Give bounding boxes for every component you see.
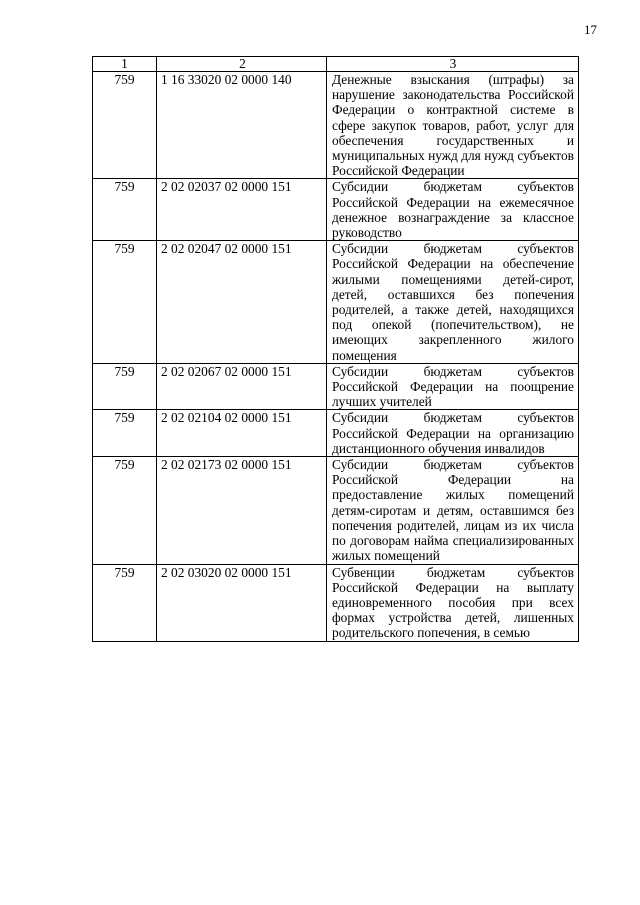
column-header-2: 2 bbox=[157, 57, 327, 72]
admin-code-cell: 759 bbox=[93, 179, 157, 241]
revenue-name-cell: Субсидии бюджетам субъектов Российской Федерации на ежемесячное денежное вознаграждение за классное руководство bbox=[327, 179, 579, 241]
admin-code-cell: 759 bbox=[93, 72, 157, 179]
admin-code-cell: 759 bbox=[93, 363, 157, 410]
revenue-name-cell: Субсидии бюджетам субъектов Российской Федерации на поощрение лучших учителей bbox=[327, 363, 579, 410]
page-number: 17 bbox=[584, 22, 597, 37]
revenue-code-cell: 2 02 02047 02 0000 151 bbox=[157, 241, 327, 364]
table-row bbox=[93, 72, 579, 179]
table-header-row bbox=[93, 57, 579, 72]
admin-code-cell: 759 bbox=[93, 241, 157, 364]
revenue-codes-table bbox=[92, 56, 579, 642]
revenue-name-cell: Субсидии бюджетам субъектов Российской Федерации на организацию дистанционного обучения инвалидов bbox=[327, 410, 579, 457]
table-row bbox=[93, 457, 579, 564]
revenue-code-cell: 2 02 03020 02 0000 151 bbox=[157, 564, 327, 641]
revenue-code-cell: 2 02 02037 02 0000 151 bbox=[157, 179, 327, 241]
table-row bbox=[93, 179, 579, 241]
table-row bbox=[93, 241, 579, 364]
admin-code-cell: 759 bbox=[93, 457, 157, 564]
column-header-1: 1 bbox=[93, 57, 157, 72]
revenue-code-cell: 2 02 02104 02 0000 151 bbox=[157, 410, 327, 457]
revenue-name-cell: Субсидии бюджетам субъектов Российской Федерации на предоставление жилых помещений детям-сиротам и детям, оставшимся без попечения родителей, лицам из их числа по договорам найма специализированных жилых помещений bbox=[327, 457, 579, 564]
table-row bbox=[93, 564, 579, 641]
revenue-name-cell: Денежные взыскания (штрафы) за нарушение законодательства Российской Федерации о контрактной системе в сфере закупок товаров, работ, услуг для обеспечения государственных и муниципальных нужд для нужд субъектов Российской Федерации bbox=[327, 72, 579, 179]
revenue-code-cell: 2 02 02173 02 0000 151 bbox=[157, 457, 327, 564]
table-row bbox=[93, 363, 579, 410]
revenue-code-cell: 2 02 02067 02 0000 151 bbox=[157, 363, 327, 410]
admin-code-cell: 759 bbox=[93, 410, 157, 457]
column-header-3: 3 bbox=[327, 57, 579, 72]
revenue-code-cell: 1 16 33020 02 0000 140 bbox=[157, 72, 327, 179]
admin-code-cell: 759 bbox=[93, 564, 157, 641]
revenue-name-cell: Субсидии бюджетам субъектов Российской Федерации на обеспечение жилыми помещениями детей-сирот, детей, оставшихся без попечения родителей, а также детей, находящихся под опекой (попечительством), не имеющих закрепленного жилого помещения bbox=[327, 241, 579, 364]
table-row bbox=[93, 410, 579, 457]
revenue-name-cell: Субвенции бюджетам субъектов Российской Федерации на выплату единовременного пособия при всех формах устройства детей, лишенных родительского попечения, в семью bbox=[327, 564, 579, 641]
